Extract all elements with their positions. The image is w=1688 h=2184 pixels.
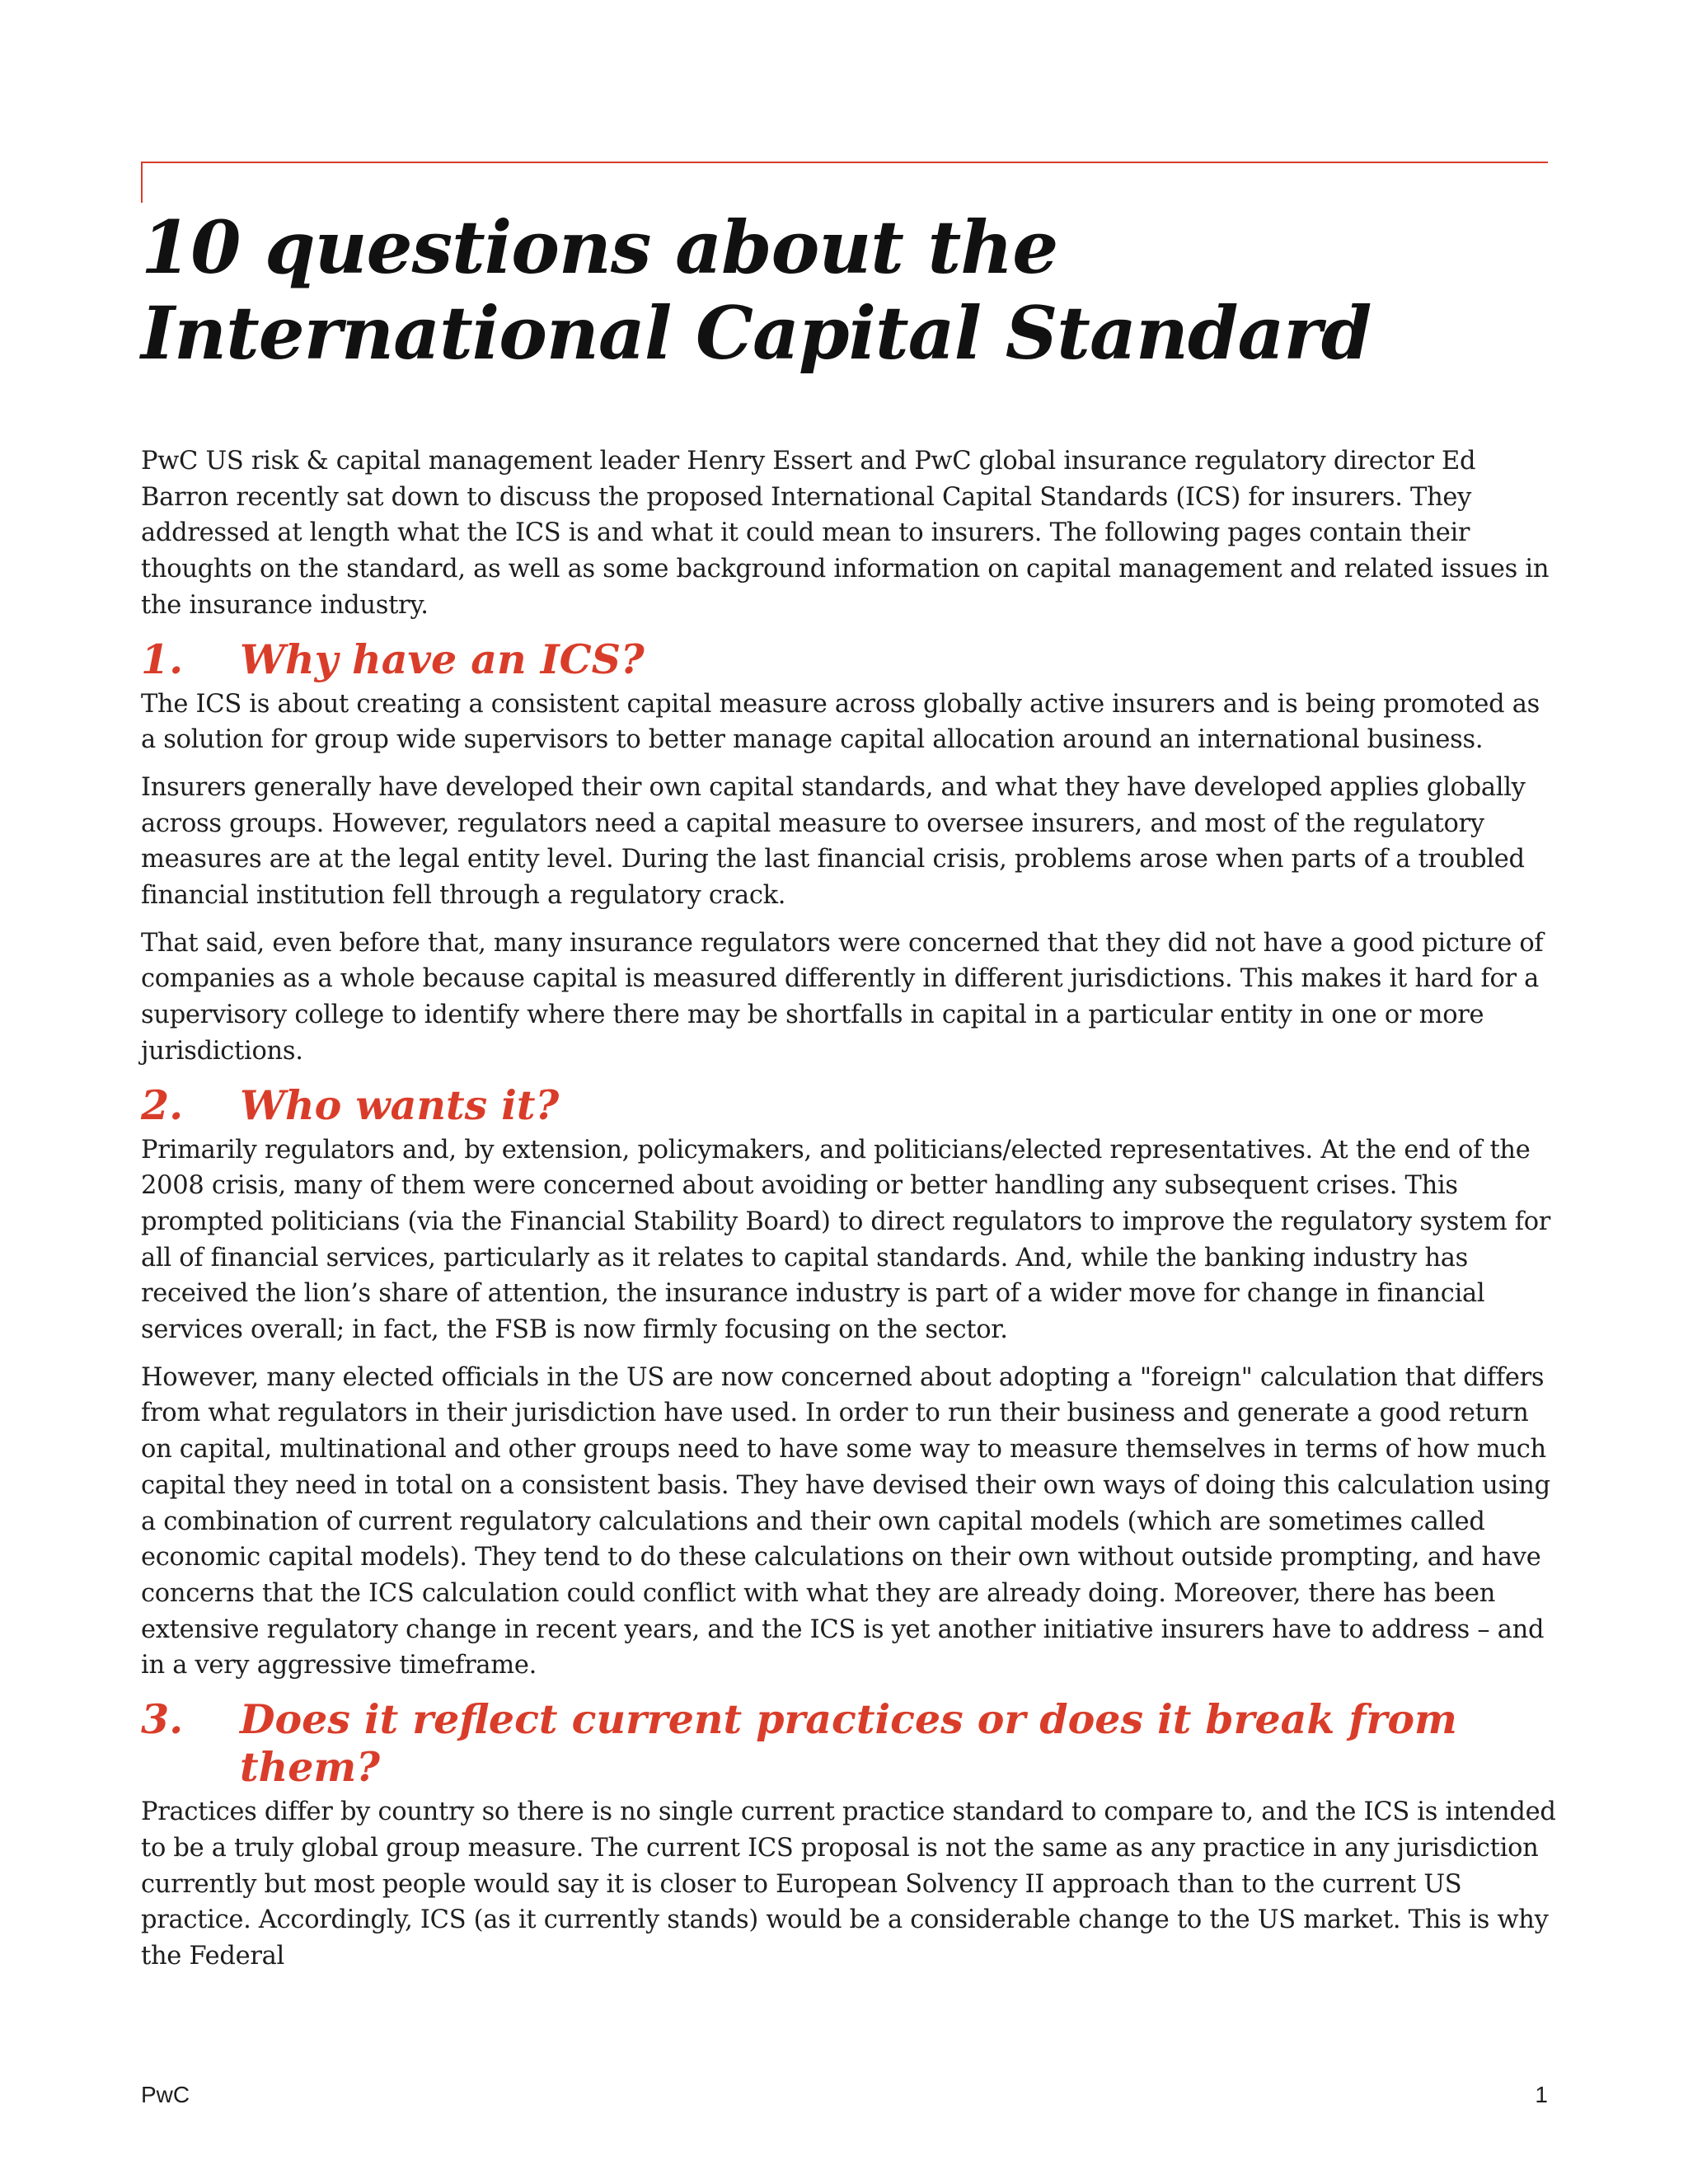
section-title: Why have an ICS? <box>240 635 645 683</box>
intro-paragraph: PwC US risk & capital management leader Henry Essert and PwC global insurance regulatory director Ed Barron recently sat down to discuss the proposed International Capital Standards (ICS) for insurers. They addressed at length what the ICS is and what it could mean to insurers. The following pages contain their thoughts on the standard, as well as some background information on capital management and related issues in the insurance industry. <box>141 447 1550 620</box>
section-1-paragraph-3: That said, even before that, many insurance regulators were concerned that they did not have a good picture of companies as a whole because capital is measured differently in different jurisdictions. This makes it hard for a supervisory college to identify where there may be shortfalls in capital in a particular entity in one or more jurisdictions. <box>141 928 1544 1066</box>
section-heading-2 <box>141 1081 1559 1129</box>
section-3-paragraph-1: Practices differ by country so there is no single current practice standard to compare to, and the ICS is intended to be a truly global group measure. The current ICS proposal is not the same as any practice in any jurisdiction currently but most people would say it is closer to European Solvency II approach than to the current US practice. Accordingly, ICS (as it currently stands) would be a considerable change to the US market. This is why the Federal <box>141 1797 1556 1971</box>
section-1-paragraph-2: Insurers generally have developed their own capital standards, and what they have developed applies globally across groups. However, regulators need a capital measure to oversee insurers, and most of the regulatory measures are at the legal entity level. During the last financial crisis, problems arose when parts of a troubled financial institution fell through a regulatory crack. <box>141 772 1526 911</box>
section-number: 1. <box>141 635 184 683</box>
section-2-paragraph-1: Primarily regulators and, by extension, policymakers, and politicians/elected representatives. At the end of the 2008 crisis, many of them were concerned about avoiding or better handling any subsequent crises. This prompted politicians (via the Financial Stability Board) to direct regulators to improve the regulatory system for all of financial services, particularly as it relates to capital standards. And, while the banking industry has received the lion’s share of attention, the insurance industry is part of a wider move for change in financial services overall; in fact, the FSB is now firmly focusing on the sector. <box>141 1135 1551 1345</box>
title-line-2: International Capital Standard <box>141 290 1372 376</box>
section-heading-1 <box>141 635 1559 683</box>
page-number: 1 <box>1535 2082 1548 2107</box>
section-number: 2. <box>141 1080 184 1129</box>
footer-brand: PwC <box>141 2082 190 2107</box>
section-number: 3. <box>141 1695 184 1744</box>
page-title <box>141 204 1559 376</box>
section-2-paragraph-2: However, many elected officials in the US are now concerned about adopting a "foreign" calculation that differs from what regulators in their jurisdiction have used. In order to run their business and generate a good return on capital, multinational and other groups need to have some way to measure themselves in terms of how much capital they need in total on a consistent basis. They have devised their own ways of doing this calculation using a combination of current regulatory calculations and their own capital models (which are sometimes called economic capital models). They tend to do these calculations on their own without outside prompting, and have concerns that the ICS calculation could conflict with what they are already doing. Moreover, there has been extensive regulatory change in recent years, and the ICS is yet another initiative insurers have to address – and in a very aggressive timeframe. <box>141 1362 1550 1680</box>
top-accent-tick <box>141 162 143 203</box>
title-line-1: 10 questions about the <box>141 204 1058 290</box>
top-accent-rule <box>141 162 1548 163</box>
article-body <box>141 443 1559 1986</box>
section-1-paragraph-1: The ICS is about creating a consistent capital measure across globally active insurers and is being promoted as a solution for group wide supervisors to better manage capital allocation around an international business. <box>141 689 1540 755</box>
section-title: Does it reflect current practices or does it break from them? <box>240 1695 1457 1792</box>
section-heading-3 <box>141 1695 1559 1791</box>
section-title: Who wants it? <box>240 1080 560 1129</box>
